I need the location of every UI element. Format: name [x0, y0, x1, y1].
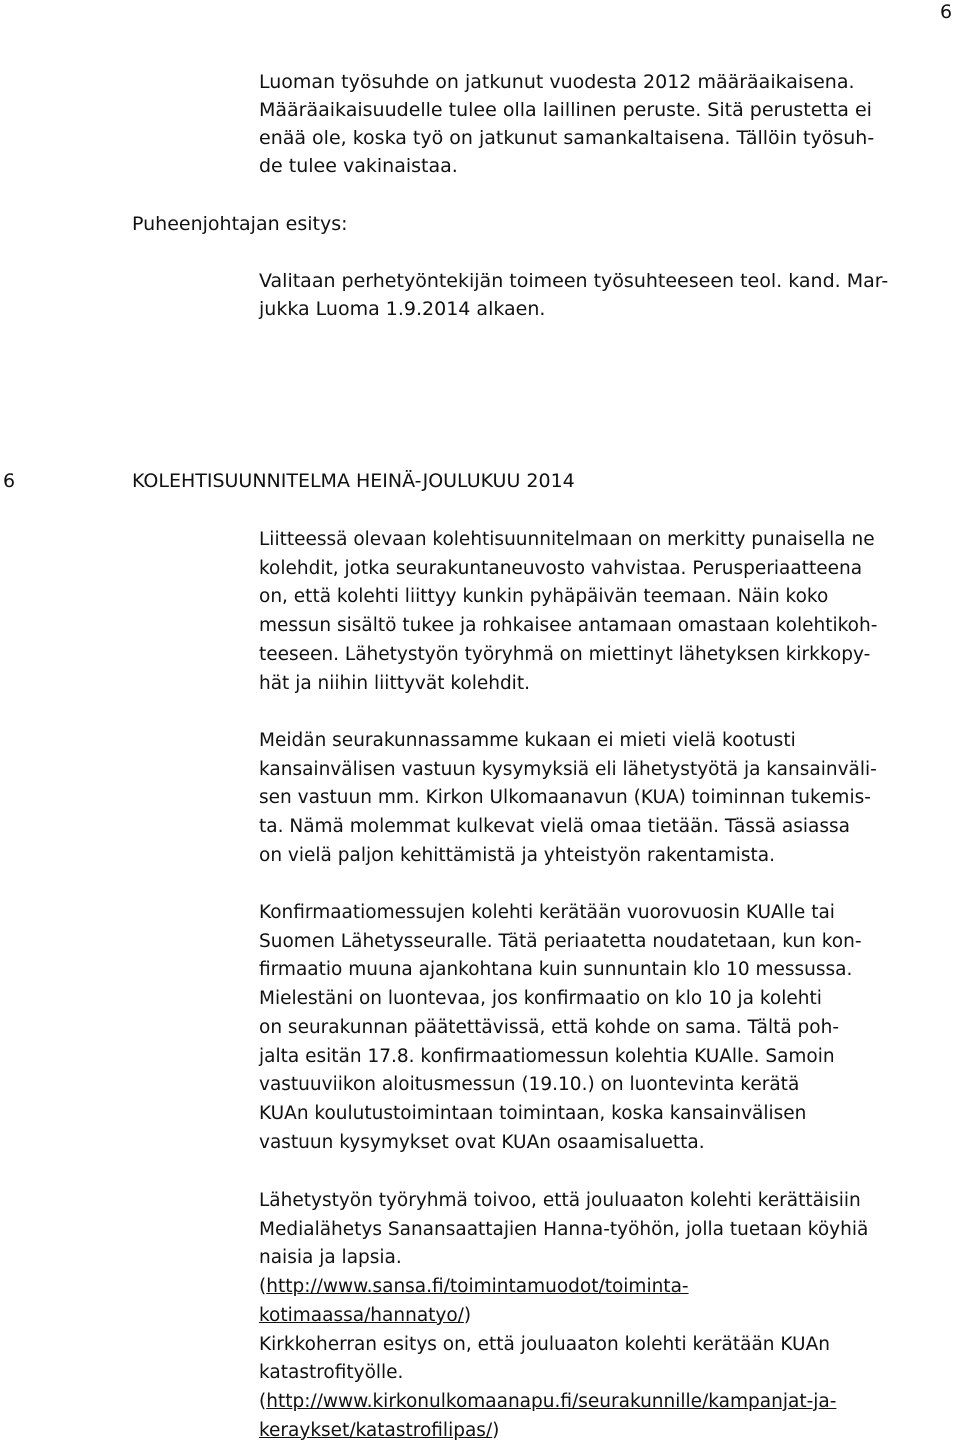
paren: )	[492, 1419, 500, 1441]
text-line: vastuuviikon aloitusmessun (19.10.) on luontevinta kerätä	[259, 1074, 800, 1096]
page-number: 6	[940, 1, 953, 23]
text-line: Konfirmaatiomessujen kolehti kerätään vuorovuosin KUAlle tai	[259, 902, 835, 923]
text-line: kolehdit, jotka seurakuntaneuvosto vahvistaa. Perusperiaatteena	[259, 557, 863, 579]
link-line	[259, 1388, 949, 1417]
section-paragraph-4	[259, 1187, 949, 1445]
text-line: Määräaikaisuudelle tulee olla laillinen peruste. Sitä perustetta ei	[259, 99, 872, 121]
link-line	[259, 1273, 949, 1302]
text-line: kansainvälisen vastuun kysymyksiä eli lähetystyötä ja kansainväli-	[259, 758, 877, 780]
text-line: Medialähetys Sanansaattajien Hanna-työhön, jolla tuetaan köyhiä	[259, 1218, 869, 1240]
text-line: Luoman työsuhde on jatkunut vuodesta 2012 määräaikaisena.	[259, 71, 855, 93]
text-line: Meidän seurakunnassamme kukaan ei mieti vielä kootusti	[259, 730, 796, 751]
text-line: jukka Luoma 1.9.2014 alkaen.	[259, 298, 546, 320]
text-line: on, että kolehti liittyy kunkin pyhäpäivän teemaan. Näin koko	[259, 586, 829, 608]
sansa-link-part-2[interactable]: kotimaassa/hannatyo/	[259, 1304, 464, 1326]
text-line: naisia ja lapsia.	[259, 1247, 402, 1269]
text-line: teeseen. Lähetystyön työryhmä on miettinyt lähetyksen kirkkopy-	[259, 643, 871, 665]
text-line: sen vastuun mm. Kirkon Ulkomaanavun (KUA) toiminnan tukemis-	[259, 787, 871, 809]
paren: (	[259, 1390, 267, 1412]
text-line: ta. Nämä molemmat kulkevat vielä omaa tietään. Tässä asiassa	[259, 816, 850, 838]
text-line: on seurakunnan päätettävissä, että kohde on sama. Tältä poh-	[259, 1016, 840, 1038]
paren: (	[259, 1276, 267, 1298]
text-line: Mielestäni on luontevaa, jos konfirmaatio on klo 10 ja kolehti	[259, 988, 822, 1010]
text-line: hät ja niihin liittyvät kolehdit.	[259, 672, 530, 694]
paren: )	[463, 1304, 472, 1326]
text-line: katastrofityölle.	[259, 1362, 404, 1384]
text-line: messun sisältö tukee ja rohkaisee antamaan omastaan kolehtikoh-	[259, 615, 878, 637]
section-paragraph-3	[259, 899, 949, 1157]
text-line: enää ole, koska työ on jatkunut samankaltaisena. Tällöin työsuh-	[259, 127, 875, 149]
text-line: vastuun kysymykset ovat KUAn osaamisaluetta.	[259, 1131, 705, 1153]
text-line: Lähetystyön työryhmä toivoo, että jouluaaton kolehti kerättäisiin	[259, 1190, 861, 1211]
section-paragraph-1	[259, 526, 949, 698]
link-line	[259, 1302, 949, 1331]
text-line: jalta esitän 17.8. konfirmaatiomessun kolehtia KUAlle. Samoin	[259, 1045, 835, 1067]
proposal-label: Puheenjohtajan esitys:	[132, 213, 348, 235]
kua-link-part-1[interactable]: http://www.kirkonulkomaanapu.fi/seurakunnille/kampanjat-ja-	[266, 1390, 837, 1412]
text-line: Suomen Lähetysseuralle. Tätä periaatetta noudatetaan, kun kon-	[259, 930, 862, 952]
text-line: firmaatio muuna ajankohtana kuin sunnuntain klo 10 messussa.	[259, 959, 853, 981]
text-line: Kirkkoherran esitys on, että jouluaaton kolehti kerätään KUAn	[259, 1333, 830, 1355]
sansa-link-part-1[interactable]: http://www.sansa.fi/toimintamuodot/toiminta-	[266, 1276, 689, 1298]
text-line: KUAn koulutustoimintaan toimintaan, koska kansainvälisen	[259, 1102, 807, 1124]
text-line: Liitteessä olevaan kolehtisuunnitelmaan on merkitty punaisella ne	[259, 529, 875, 550]
text-line: on vielä paljon kehittämistä ja yhteistyön rakentamista.	[259, 844, 775, 866]
proposal-text	[259, 267, 949, 323]
kua-link-part-2[interactable]: keraykset/katastrofilipas/	[259, 1419, 493, 1441]
text-line: de tulee vakinaistaa.	[259, 155, 458, 177]
section-number: 6	[3, 470, 16, 492]
text-line: Valitaan perhetyöntekijän toimeen työsuhteeseen teol. kand. Mar-	[259, 270, 889, 292]
section-paragraph-2	[259, 727, 949, 871]
link-line	[259, 1417, 949, 1446]
section-title: KOLEHTISUUNNITELMA HEINÄ-JOULUKUU 2014	[132, 470, 575, 492]
intro-paragraph	[259, 68, 949, 180]
